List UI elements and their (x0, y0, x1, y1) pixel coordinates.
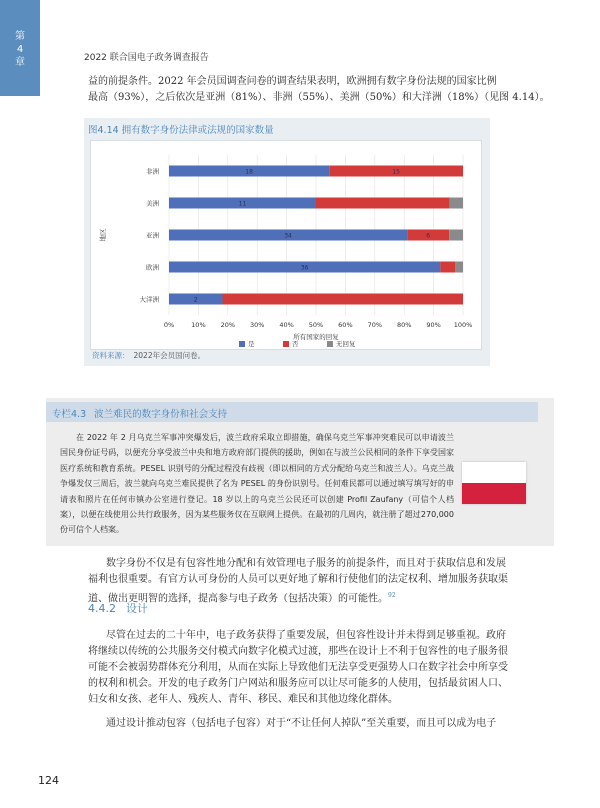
x-tick-label: 40% (279, 321, 294, 329)
poland-flag-image (462, 462, 526, 504)
page-number: 124 (38, 774, 59, 787)
category-label: 大洋洲 (139, 295, 159, 304)
paragraph-3-line: 可能不会被弱势群体充分利用，从而在实际上导致他们无法享受更强势人口在数字社会中所 (88, 662, 488, 673)
section-title: 设计 (126, 602, 148, 615)
chapter-tab-line1: 第 (15, 31, 25, 42)
box-number: 专栏4.3 (52, 409, 87, 420)
paragraph-2-line: 道、做出更明智的选择，提高参与电子政务（包括决策）的可能性。 (88, 593, 388, 605)
figure-source-text: 2022年会员国问卷。 (133, 351, 206, 360)
legend-label: 是 (248, 340, 255, 348)
figure-source-label: 资料来源： (92, 351, 130, 360)
legend-label: 无回复 (336, 340, 356, 348)
paragraph-1-line-1: 益的前提条件。2022 年会员国调查问卷的调查结果表明，欧洲拥有数字身份法规的国家比例 (88, 76, 497, 87)
paragraph-3 (88, 628, 508, 708)
bar-segment (455, 262, 463, 273)
data-label: 2 (193, 296, 198, 304)
section-heading (88, 600, 148, 616)
bar-segment (223, 294, 463, 305)
x-tick-label: 90% (426, 321, 441, 329)
data-label: 34 (284, 232, 292, 240)
box-title-text: 波兰难民的数字身份和社会支持 (94, 409, 228, 420)
paragraph-1-line-2: 最高（93%），之后依次是亚洲（81%）、非洲（55%）、美洲（50%）和大洋洲（18%）（见图 4.14）。 (88, 92, 550, 103)
bar-segment (440, 262, 455, 273)
figure-source (92, 350, 205, 361)
box-line: 写好的申请表和照片在任何市镇办公室进行登记。18 岁以上的乌克兰公民还可以创建 Profil Zaufany（可信 (60, 479, 454, 504)
data-label: 36 (300, 264, 309, 272)
x-tick-label: 0% (163, 321, 175, 329)
x-tick-label: 10% (191, 321, 206, 329)
data-label: 11 (238, 200, 247, 208)
x-tick-label: 70% (367, 321, 383, 329)
paragraph-3-line: 口、妇女和女孩、老年人、残疾人、青年、移民、难民和其他边缘化群体。 (88, 678, 508, 705)
bar-segment (449, 230, 463, 241)
box-text (60, 430, 454, 538)
box-line: 个人档案），以便在线使用公共行政服务，因为某些服务仅在互联网上提供。在最初的几周内，就注册了超过 (60, 494, 454, 520)
paragraph-4 (88, 716, 508, 732)
chart-container (90, 140, 482, 350)
x-tick-label: 50% (308, 321, 324, 329)
paragraph-2 (88, 556, 508, 607)
category-label: 非洲 (146, 167, 159, 176)
chapter-tab-line2: 4 (16, 44, 24, 55)
paragraph-3-line: 尽管在过去的二十年中，电子政务获得了重要发展，但包容性设计并未得到足够重视。政府 (106, 630, 506, 641)
chapter-tab (0, 0, 40, 96)
bar-segment (450, 198, 463, 209)
x-axis-label: 所有国家的回复 (293, 333, 339, 341)
category-label: 美洲 (146, 199, 159, 208)
x-tick-label: 20% (220, 321, 236, 329)
stacked-bar-chart (91, 141, 481, 349)
data-label: 6 (426, 232, 431, 240)
flag-white-stripe (462, 462, 526, 483)
paragraph-2-line: 数字身份不仅是有包容性地分配和有效管理电子服务的前提条件，而且对于获取信息和发展 (106, 558, 506, 569)
paragraph-2-line: 福利也很重要。有官方认可身份的人员可以更好地了解和行使他们的法定权利、增加服务获取渠 (88, 574, 508, 585)
figure-title: 图4.14 拥有数字身份法律或法规的国家数量 (88, 125, 274, 136)
paragraph-3-line: 将继续以传统的公共服务交付模式向数字化模式过渡，那些在设计上不利于包容性的电子服务很 (88, 646, 508, 657)
x-tick-label: 100% (453, 321, 473, 329)
box-line: 克兰战争爆发仅三周后，波兰就向乌克兰难民提供了名为 PESEL 的身份识别号。任何难民都可以通过填写填 (60, 463, 455, 489)
chapter-tab-line3: 章 (15, 57, 25, 68)
paragraph-4-line: 通过设计推动包容（包括电子包容）对于“不让任何人掉队”至关重要，而且可以成为电子 (106, 718, 497, 729)
x-tick-label: 60% (338, 321, 353, 329)
legend-swatch (327, 341, 333, 347)
paragraph-1 (88, 74, 550, 106)
legend-label: 否 (292, 340, 299, 348)
box-line: 在 2022 年 2 月乌克兰军事冲突爆发后，波兰政府采取立即措施，确保乌克兰军事冲突难民可以申请波 (76, 433, 446, 442)
box-line: 270,000 份可信个人档案。 (60, 510, 454, 535)
legend-swatch (239, 341, 245, 347)
legend-swatch (283, 341, 289, 347)
data-label: 15 (392, 168, 400, 176)
category-label: 亚洲 (146, 231, 159, 240)
footnote-ref[interactable]: 92 (388, 592, 396, 599)
box-line: 国家医疗系统和教育系统。PESEL 识别号的分配过程没有歧视（即以相同的方式分配给乌克兰和波兰人）。乌 (60, 448, 454, 473)
bar-segment (316, 198, 450, 209)
data-label: 18 (245, 168, 253, 176)
section-number: 4.4.2 (88, 602, 116, 615)
x-tick-label: 30% (249, 321, 265, 329)
box-line: 兰国民身份证号码，以便充分享受波兰中央和地方政府部门提供的援助，例如在与波兰公民相同的条件下享受 (60, 433, 454, 458)
paragraph-3-line: 享受的权利和机会。开发的电子政务门户网站和服务应可以让尽可能多的人使用，包括最贫困人 (88, 662, 508, 689)
category-label: 欧洲 (146, 263, 159, 272)
x-tick-label: 80% (396, 321, 412, 329)
flag-red-stripe (462, 483, 526, 504)
y-axis-label: 地区 (99, 228, 107, 242)
box-title (52, 406, 227, 420)
running-header: 2022 联合国电子政务调查报告 (84, 53, 209, 63)
